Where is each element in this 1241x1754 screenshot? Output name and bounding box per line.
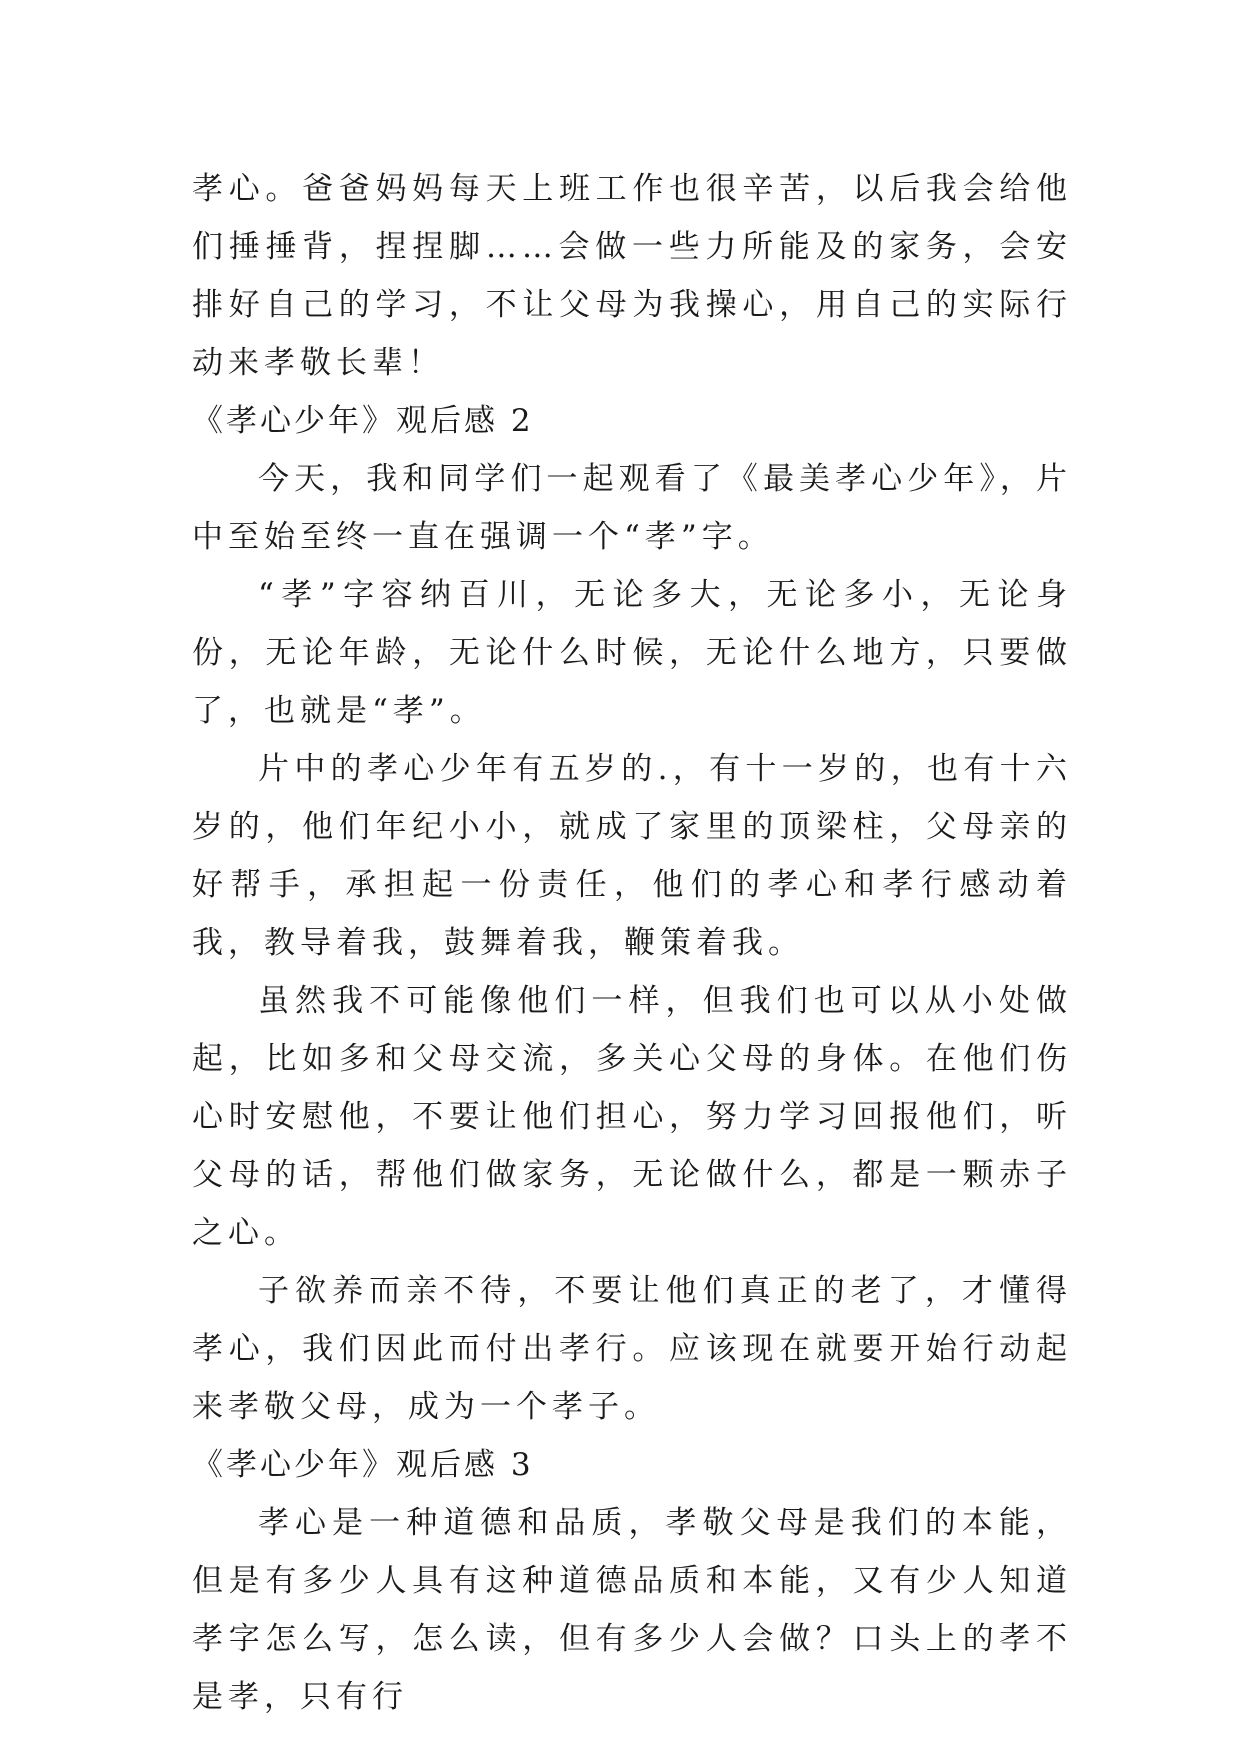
paragraph: 虽然我不可能像他们一样，但我们也可以从小处做起，比如多和父母交流，多关心父母的身体。在他们伤心时安慰他，不要让他们担心，努力学习回报他们，听父母的话，帮他们做家务，无论做什么，都是一颗赤子之心。 <box>192 983 1072 1251</box>
paragraph: 子欲养而亲不待，不要让他们真正的老了，才懂得孝心，我们因此而付出孝行。应该现在就要开始行动起来孝敬父母，成为一个孝子。 <box>192 1273 1072 1425</box>
document-body <box>192 160 1072 1726</box>
section-heading: 《孝心少年》观后感 3 <box>192 1447 534 1483</box>
paragraph: 孝心。爸爸妈妈每天上班工作也很辛苦，以后我会给他们捶捶背，捏捏脚……会做一些力所能及的家务，会安排好自己的学习，不让父母为我操心，用自己的实际行动来孝敬长辈！ <box>192 171 1072 381</box>
section-heading: 《孝心少年》观后感 2 <box>192 403 534 439</box>
paragraph: 孝心是一种道德和品质，孝敬父母是我们的本能，但是有多少人具有这种道德品质和本能，又有少人知道孝字怎么写，怎么读，但有多少人会做？口头上的孝不是孝，只有行 <box>192 1505 1072 1715</box>
paragraph: 片中的孝心少年有五岁的.，有十一岁的，也有十六岁的，他们年纪小小，就成了家里的顶梁柱，父母亲的好帮手，承担起一份责任，他们的孝心和孝行感动着我，教导着我，鼓舞着我，鞭策着我。 <box>192 751 1072 961</box>
paragraph: 今天，我和同学们一起观看了《最美孝心少年》，片中至始至终一直在强调一个“孝”字。 <box>192 461 1072 555</box>
paragraph: “孝”字容纳百川，无论多大，无论多小，无论身份，无论年龄，无论什么时候，无论什么地方，只要做了，也就是“孝”。 <box>192 577 1072 729</box>
